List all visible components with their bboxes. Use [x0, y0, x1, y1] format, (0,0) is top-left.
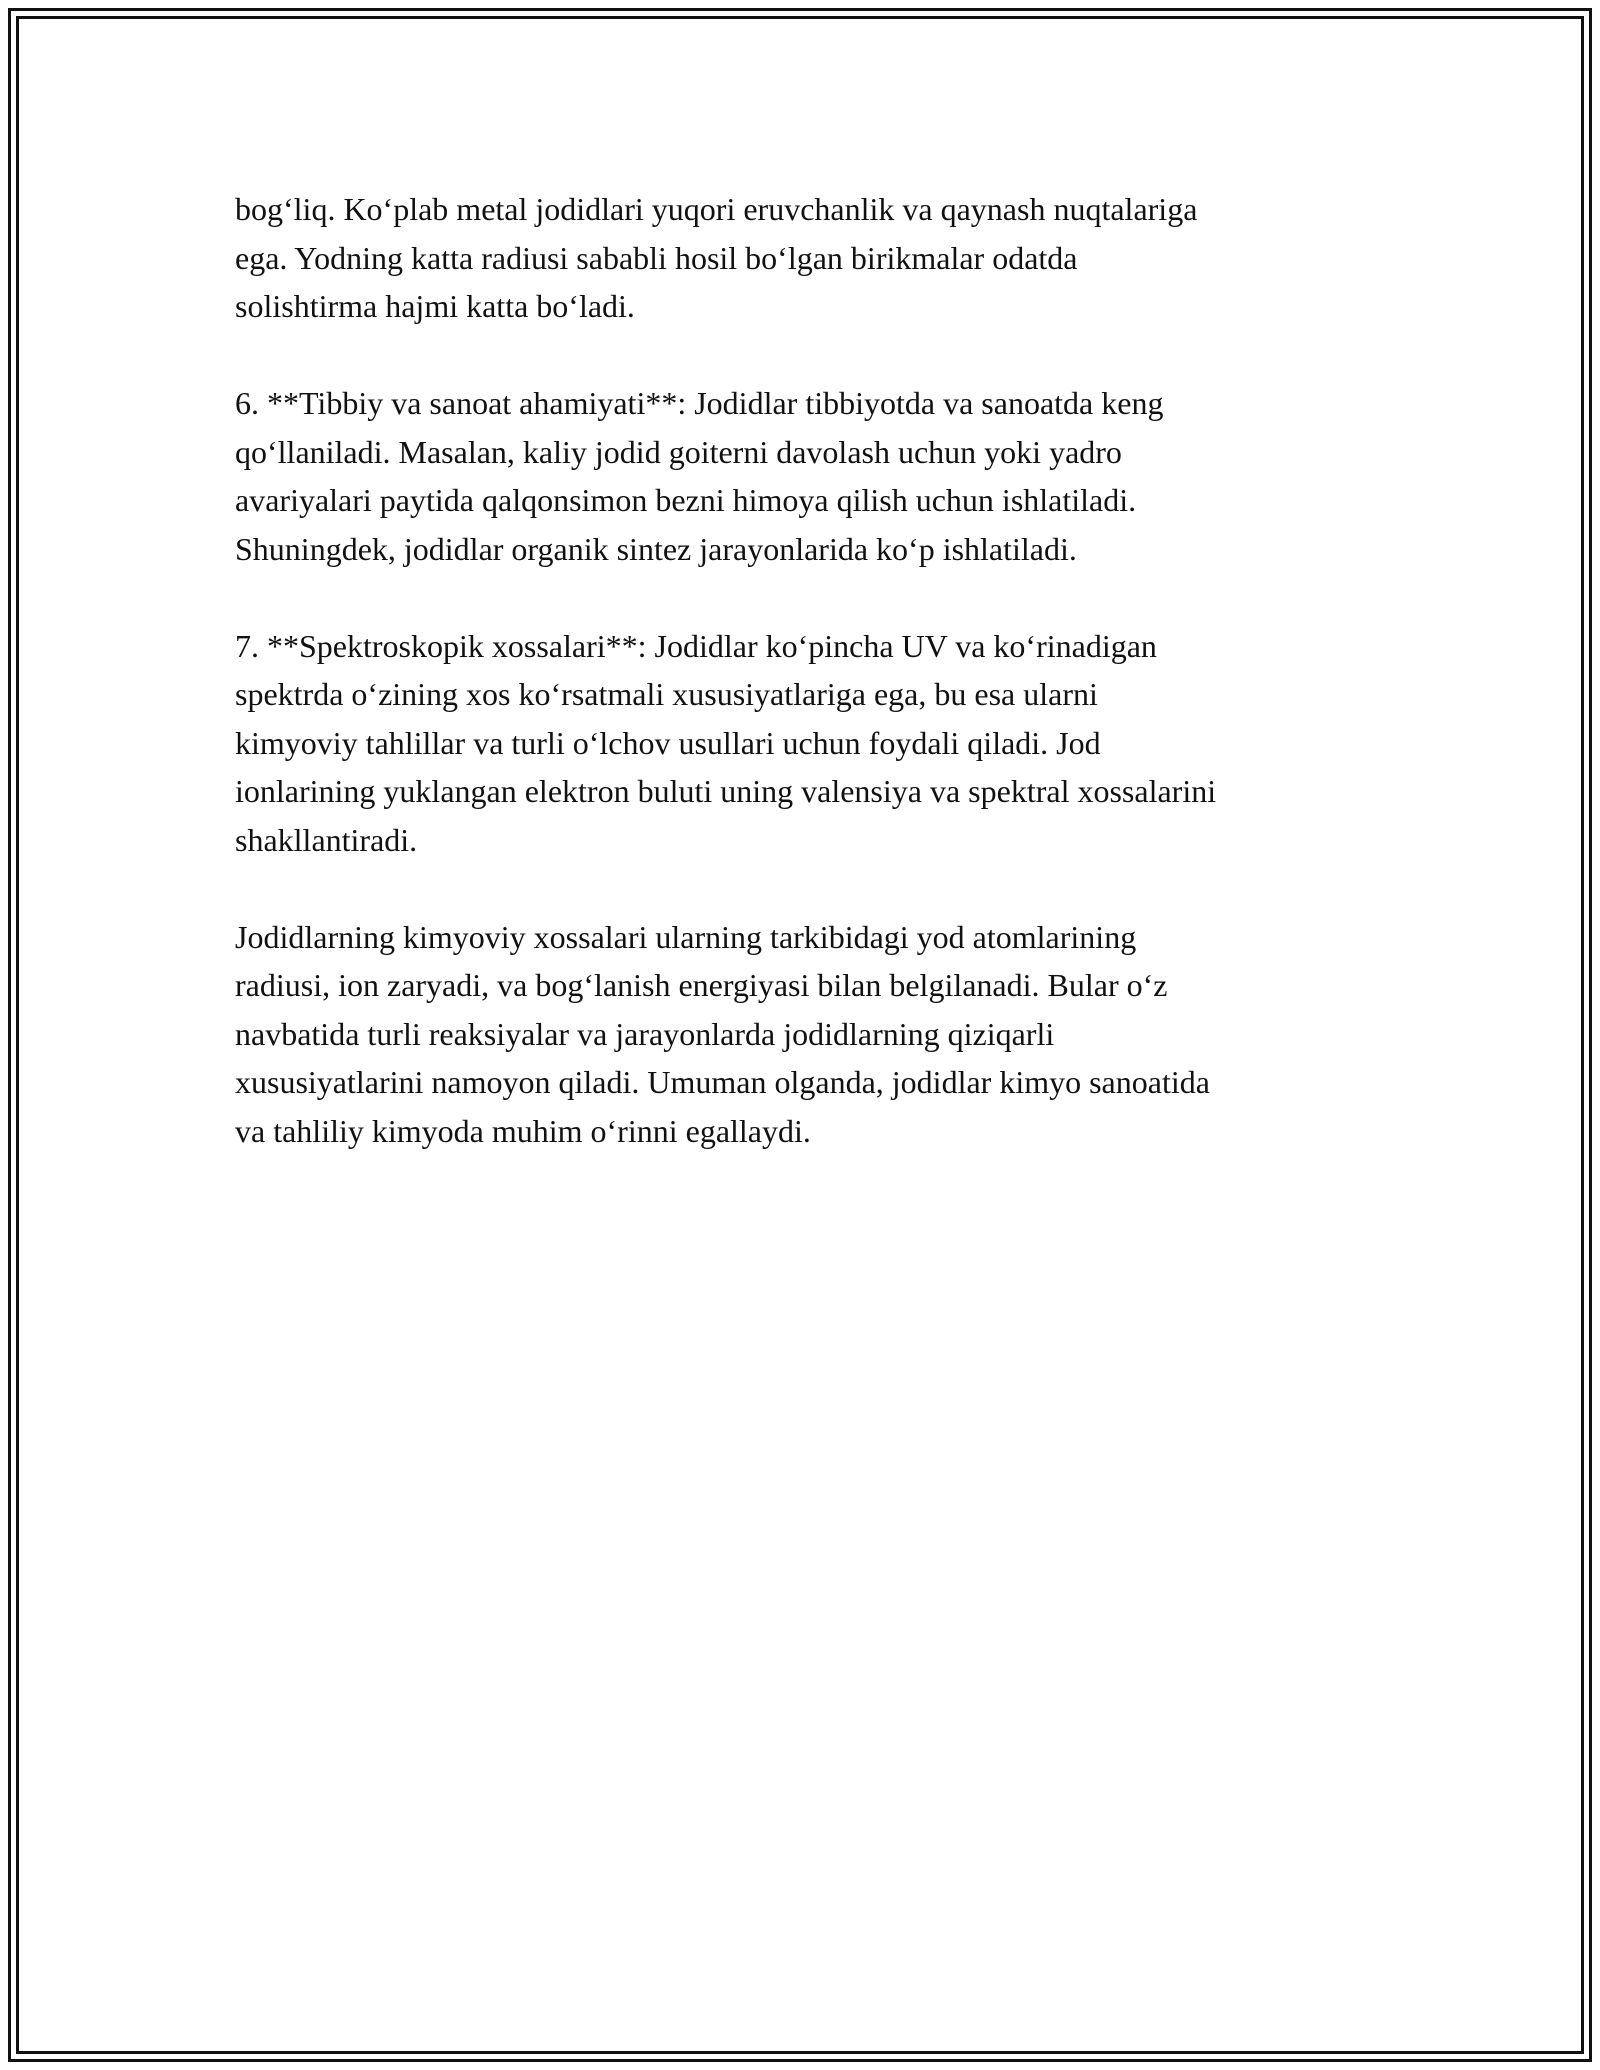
- paragraph-spectroscopic-properties: 7. **Spektroskopik xossalari**: Jodidlar ko‘pincha UV va ko‘rinadigan spektrda o‘zining xos ko‘rsatmali xususiyatlariga ega, bu esa ularni kimyoviy tahlillar va turli o‘lchov usullari uchun foydali qiladi. Jod ionlarining yuklangan elektron buluti uning valensiya va spektral xossalarini shakllantiradi.: [235, 627, 1217, 858]
- paragraph-conclusion: Jodidlarning kimyoviy xossalari ularning tarkibidagi yod atomlarining radiusi, ion zaryadi, va bog‘lanish energiyasi bilan belgilanadi. Bular o‘z navbatida turli reaksiyalar va jarayonlarda jodidlarning qiziqarli xususiyatlarini namoyon qiladi. Umuman olganda, jodidlar kimyo sanoatida va tahliliy kimyoda muhim o‘rinni egallaydi.: [235, 918, 1210, 1149]
- paragraph-continuation: bog‘liq. Ko‘plab metal jodidlari yuqori eruvchanlik va qaynash nuqtalariga ega. Yodning katta radiusi sababli hosil bo‘lgan birikmalar odatda solishtirma hajmi katta bo‘ladi.: [235, 191, 1198, 324]
- paragraph-medical-industrial-importance: 6. **Tibbiy va sanoat ahamiyati**: Jodidlar tibbiyotda va sanoatda keng qo‘llaniladi. Masalan, kaliy jodid goiterni davolash uchun yoki yadro avariyalari paytida qalqonsimon bezni himoya qilish uchun ishlatiladi. Shuningdek, jodidlar organik sintez jarayonlarida ko‘p ishlatiladi.: [235, 385, 1164, 567]
- document-body: [235, 185, 1365, 1204]
